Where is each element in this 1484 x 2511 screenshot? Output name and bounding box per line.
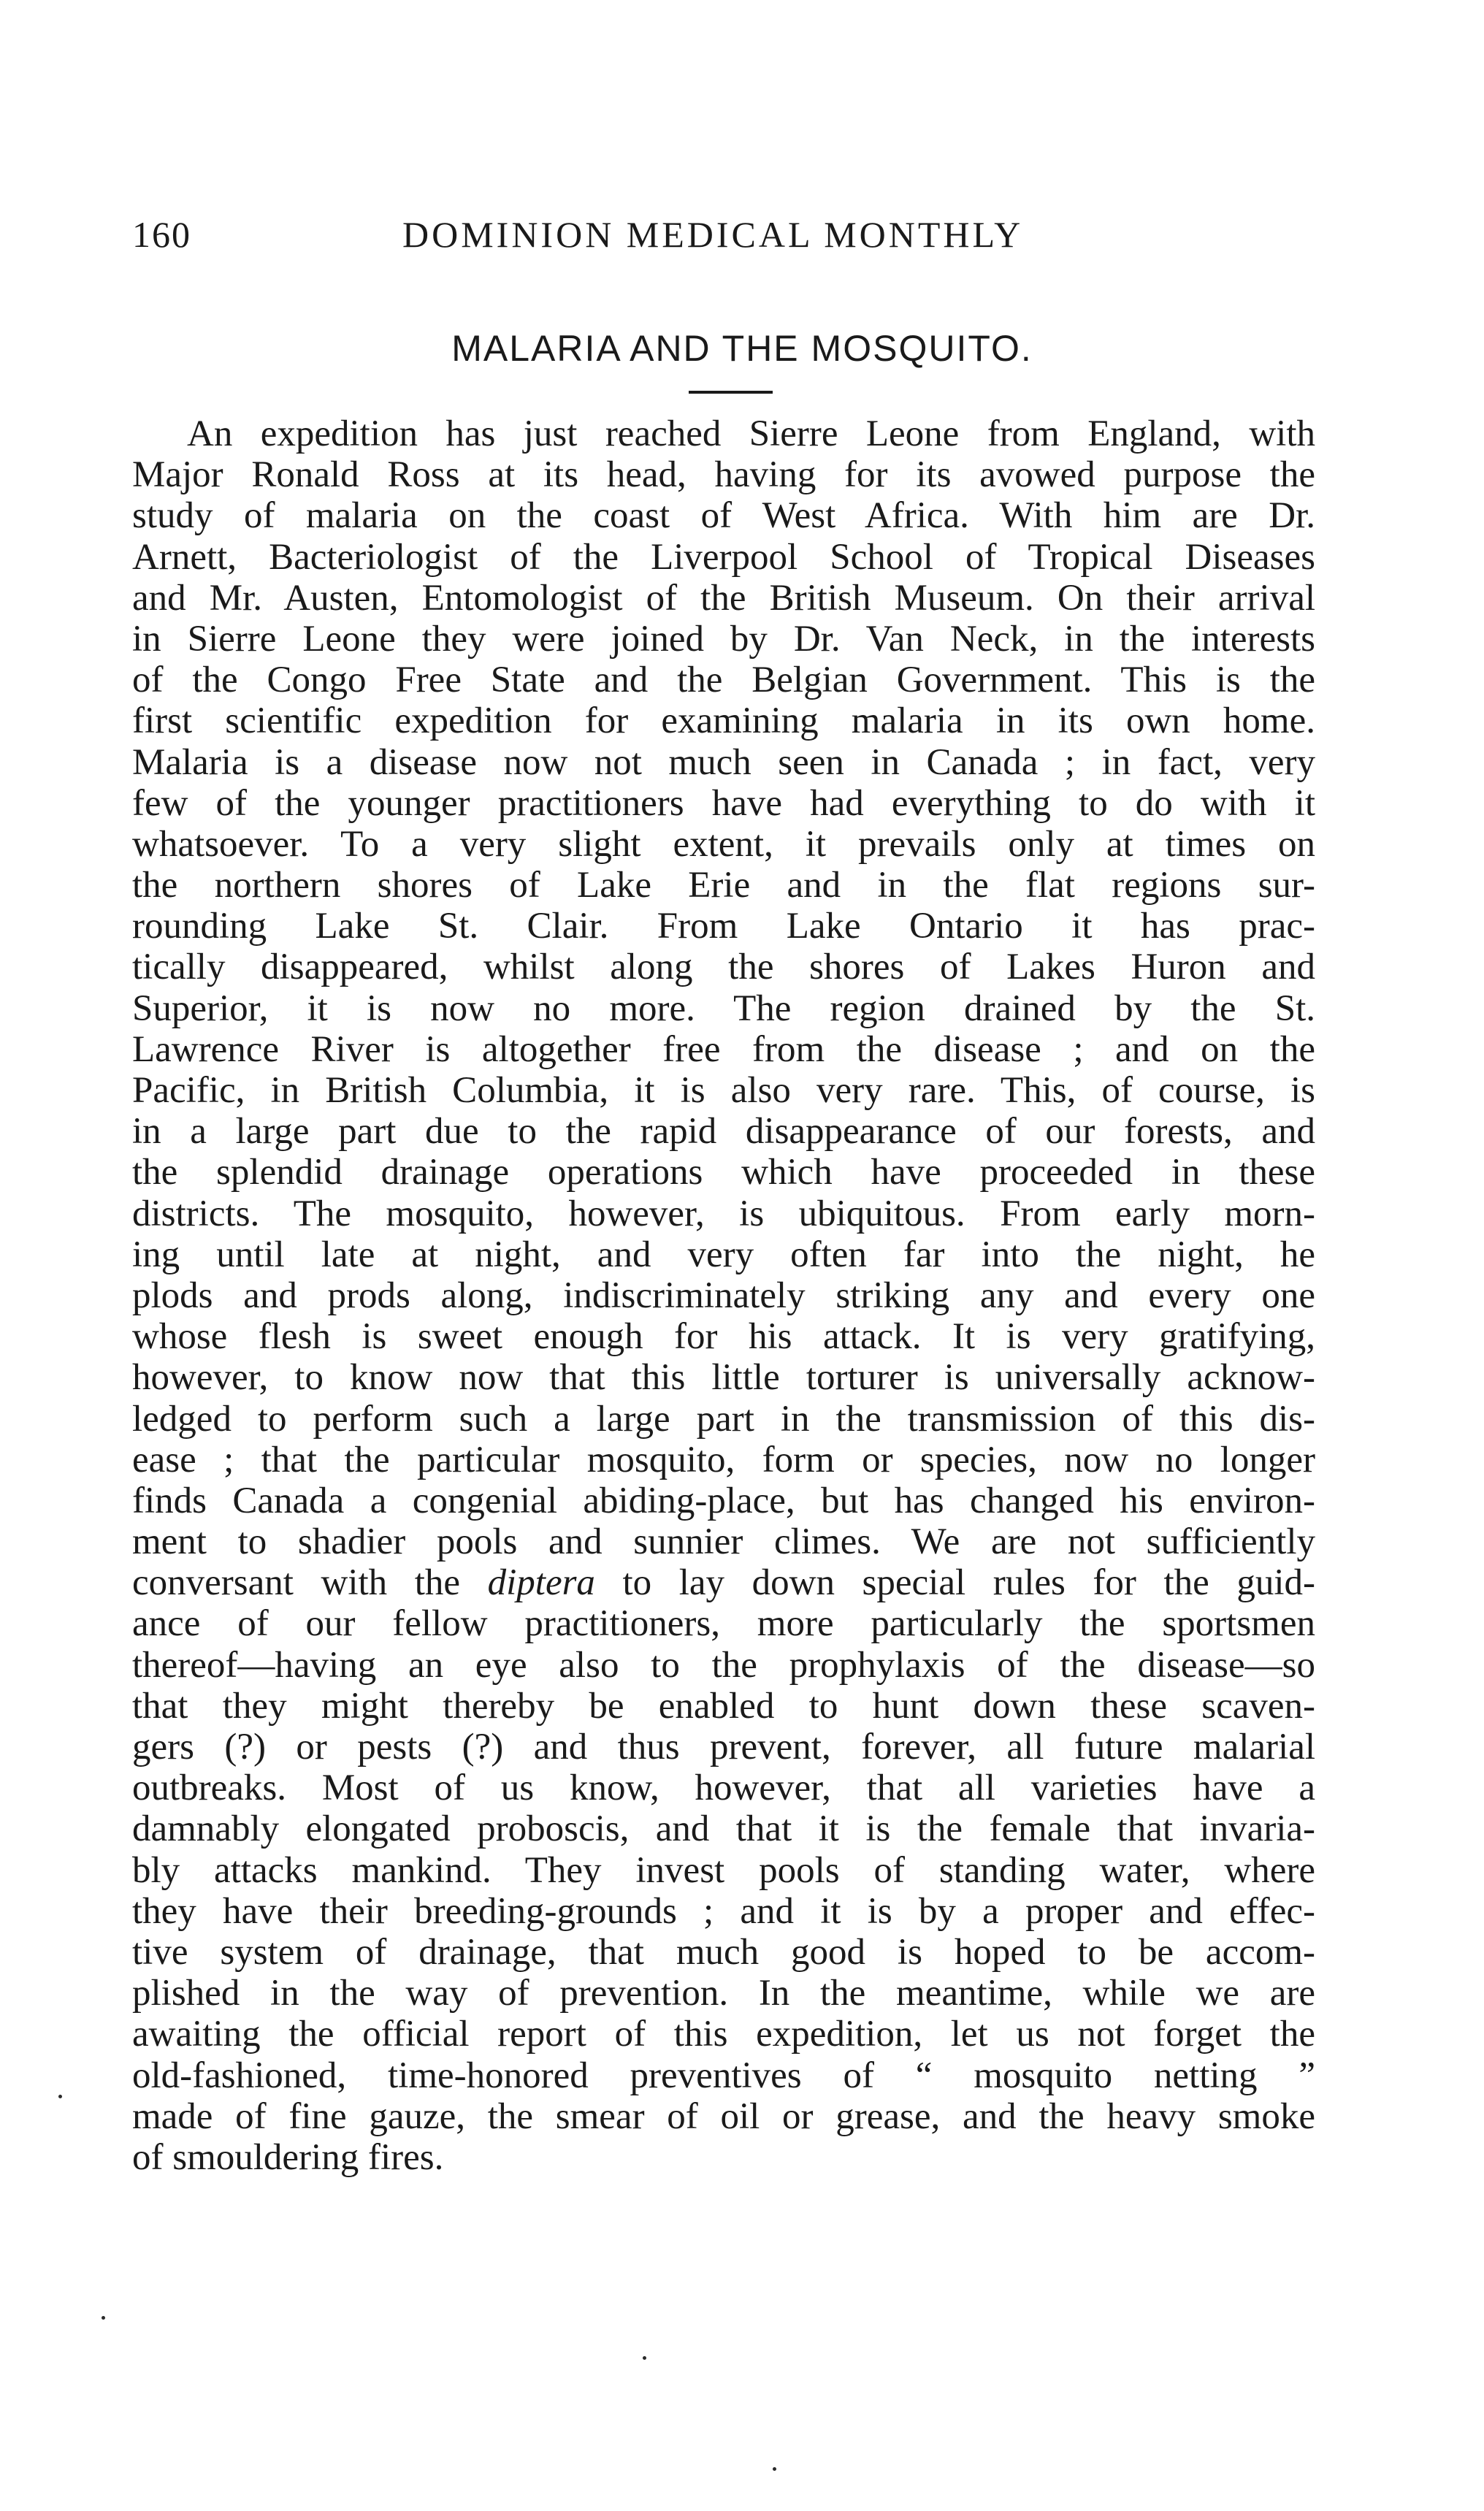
ink-speck [102,2316,105,2320]
text-line: in a large part due to the rapid disappearance of our forests, and [132,1111,1315,1153]
italic-term: diptera [487,1562,595,1604]
text-line: whatsoever. To a very slight extent, it prevails only at times on [132,823,1315,865]
text-line: ing until late at night, and very often far into the night, he [132,1234,1315,1275]
article-body [132,413,1315,2178]
text-line: Malaria is a disease now not much seen in Canada ; in fact, very [132,741,1315,783]
text-line: plods and prods along, indiscriminately striking any and every one [132,1274,1315,1316]
text-line: An expedition has just reached Sierre Leone from England, with [187,413,1315,454]
article-title: MALARIA AND THE MOSQUITO. [451,328,1033,369]
text-line: Lawrence River is altogether free from the disease ; and on the [132,1028,1315,1070]
text-line: in Sierre Leone they were joined by Dr. Van Neck, in the interests [132,618,1315,660]
text-line: of smouldering fires. [132,2136,444,2178]
text-line: and Mr. Austen, Entomologist of the British Museum. On their arrival [132,577,1315,619]
text-line: of the Congo Free State and the Belgian Government. This is the [132,660,1315,701]
text-line: first scientific expedition for examining malaria in its own home. [132,700,1315,742]
text-line: bly attacks mankind. They invest pools of standing water, where [132,1849,1315,1891]
text-line: Pacific, in British Columbia, it is also very rare. This, of course, is [132,1070,1315,1111]
journal-title: DOMINION MEDICAL MONTHLY [402,214,1024,255]
text-line: gers (?) or pests (?) and thus prevent, forever, all future malarial [132,1727,1315,1767]
text-line: Arnett, Bacteriologist of the Liverpool School of Tropical Diseases [132,536,1315,578]
text-line: rounding Lake St. Clair. From Lake Ontario it has prac- [132,906,1315,947]
text-line: that they might thereby be enabled to hunt down these scaven- [132,1685,1315,1727]
text-run: to lay down special rules for the guid- [594,1562,1315,1604]
text-line: plished in the way of prevention. In the meantime, while we are [132,1973,1315,2014]
text-line: however, to know now that this little torturer is universally acknow- [132,1357,1315,1399]
ink-speck [773,2467,776,2471]
text-line: old-fashioned, time-honored preventives of “ mosquito netting ” [132,2055,1315,2096]
text-line: damnably elongated proboscis, and that it is the female that invaria- [132,1808,1315,1850]
text-line: few of the younger practitioners have had everything to do with it [132,782,1315,824]
text-run: conversant with the [132,1562,488,1604]
text-line: made of fine gauze, the smear of oil or grease, and the heavy smoke [132,2095,1315,2137]
text-line [132,1562,1315,1603]
text-line: ment to shadier pools and sunnier climes. We are not sufficiently [132,1521,1315,1563]
text-line: outbreaks. Most of us know, however, that all varieties have a [132,1767,1315,1809]
text-line: Superior, it is now no more. The region drained by the St. [132,987,1315,1029]
text-line: thereof—having an eye also to the prophylaxis of the disease—so [132,1644,1315,1686]
ink-speck [643,2356,646,2360]
text-line: they have their breeding-grounds ; and it is by a proper and effec- [132,1890,1315,1932]
title-rule [689,391,773,394]
text-line: ance of our fellow practitioners, more particularly the sportsmen [132,1603,1315,1645]
text-line: Major Ronald Ross at its head, having for its avowed purpose the [132,454,1315,496]
text-line: study of malaria on the coast of West Africa. With him are Dr. [132,495,1315,537]
page-number: 160 [132,214,191,255]
text-line: the northern shores of Lake Erie and in the flat regions sur- [132,865,1315,906]
text-line: awaiting the official report of this expedition, let us not forget the [132,2014,1315,2055]
text-line: ease ; that the particular mosquito, form or species, now no longer [132,1439,1315,1480]
text-line: whose flesh is sweet enough for his attack. It is very gratifying, [132,1316,1315,1358]
text-line: tive system of drainage, that much good is hoped to be accom- [132,1931,1315,1973]
text-line: tically disappeared, whilst along the shores of Lakes Huron and [132,947,1315,988]
text-line: ledged to perform such a large part in the transmission of this dis- [132,1398,1315,1440]
ink-speck [58,2095,62,2098]
text-line: districts. The mosquito, however, is ubiquitous. From early morn- [132,1193,1315,1234]
running-head [132,213,1315,264]
text-line: the splendid drainage operations which have proceeded in these [132,1152,1315,1193]
text-line: finds Canada a congenial abiding-place, but has changed his environ- [132,1480,1315,1521]
